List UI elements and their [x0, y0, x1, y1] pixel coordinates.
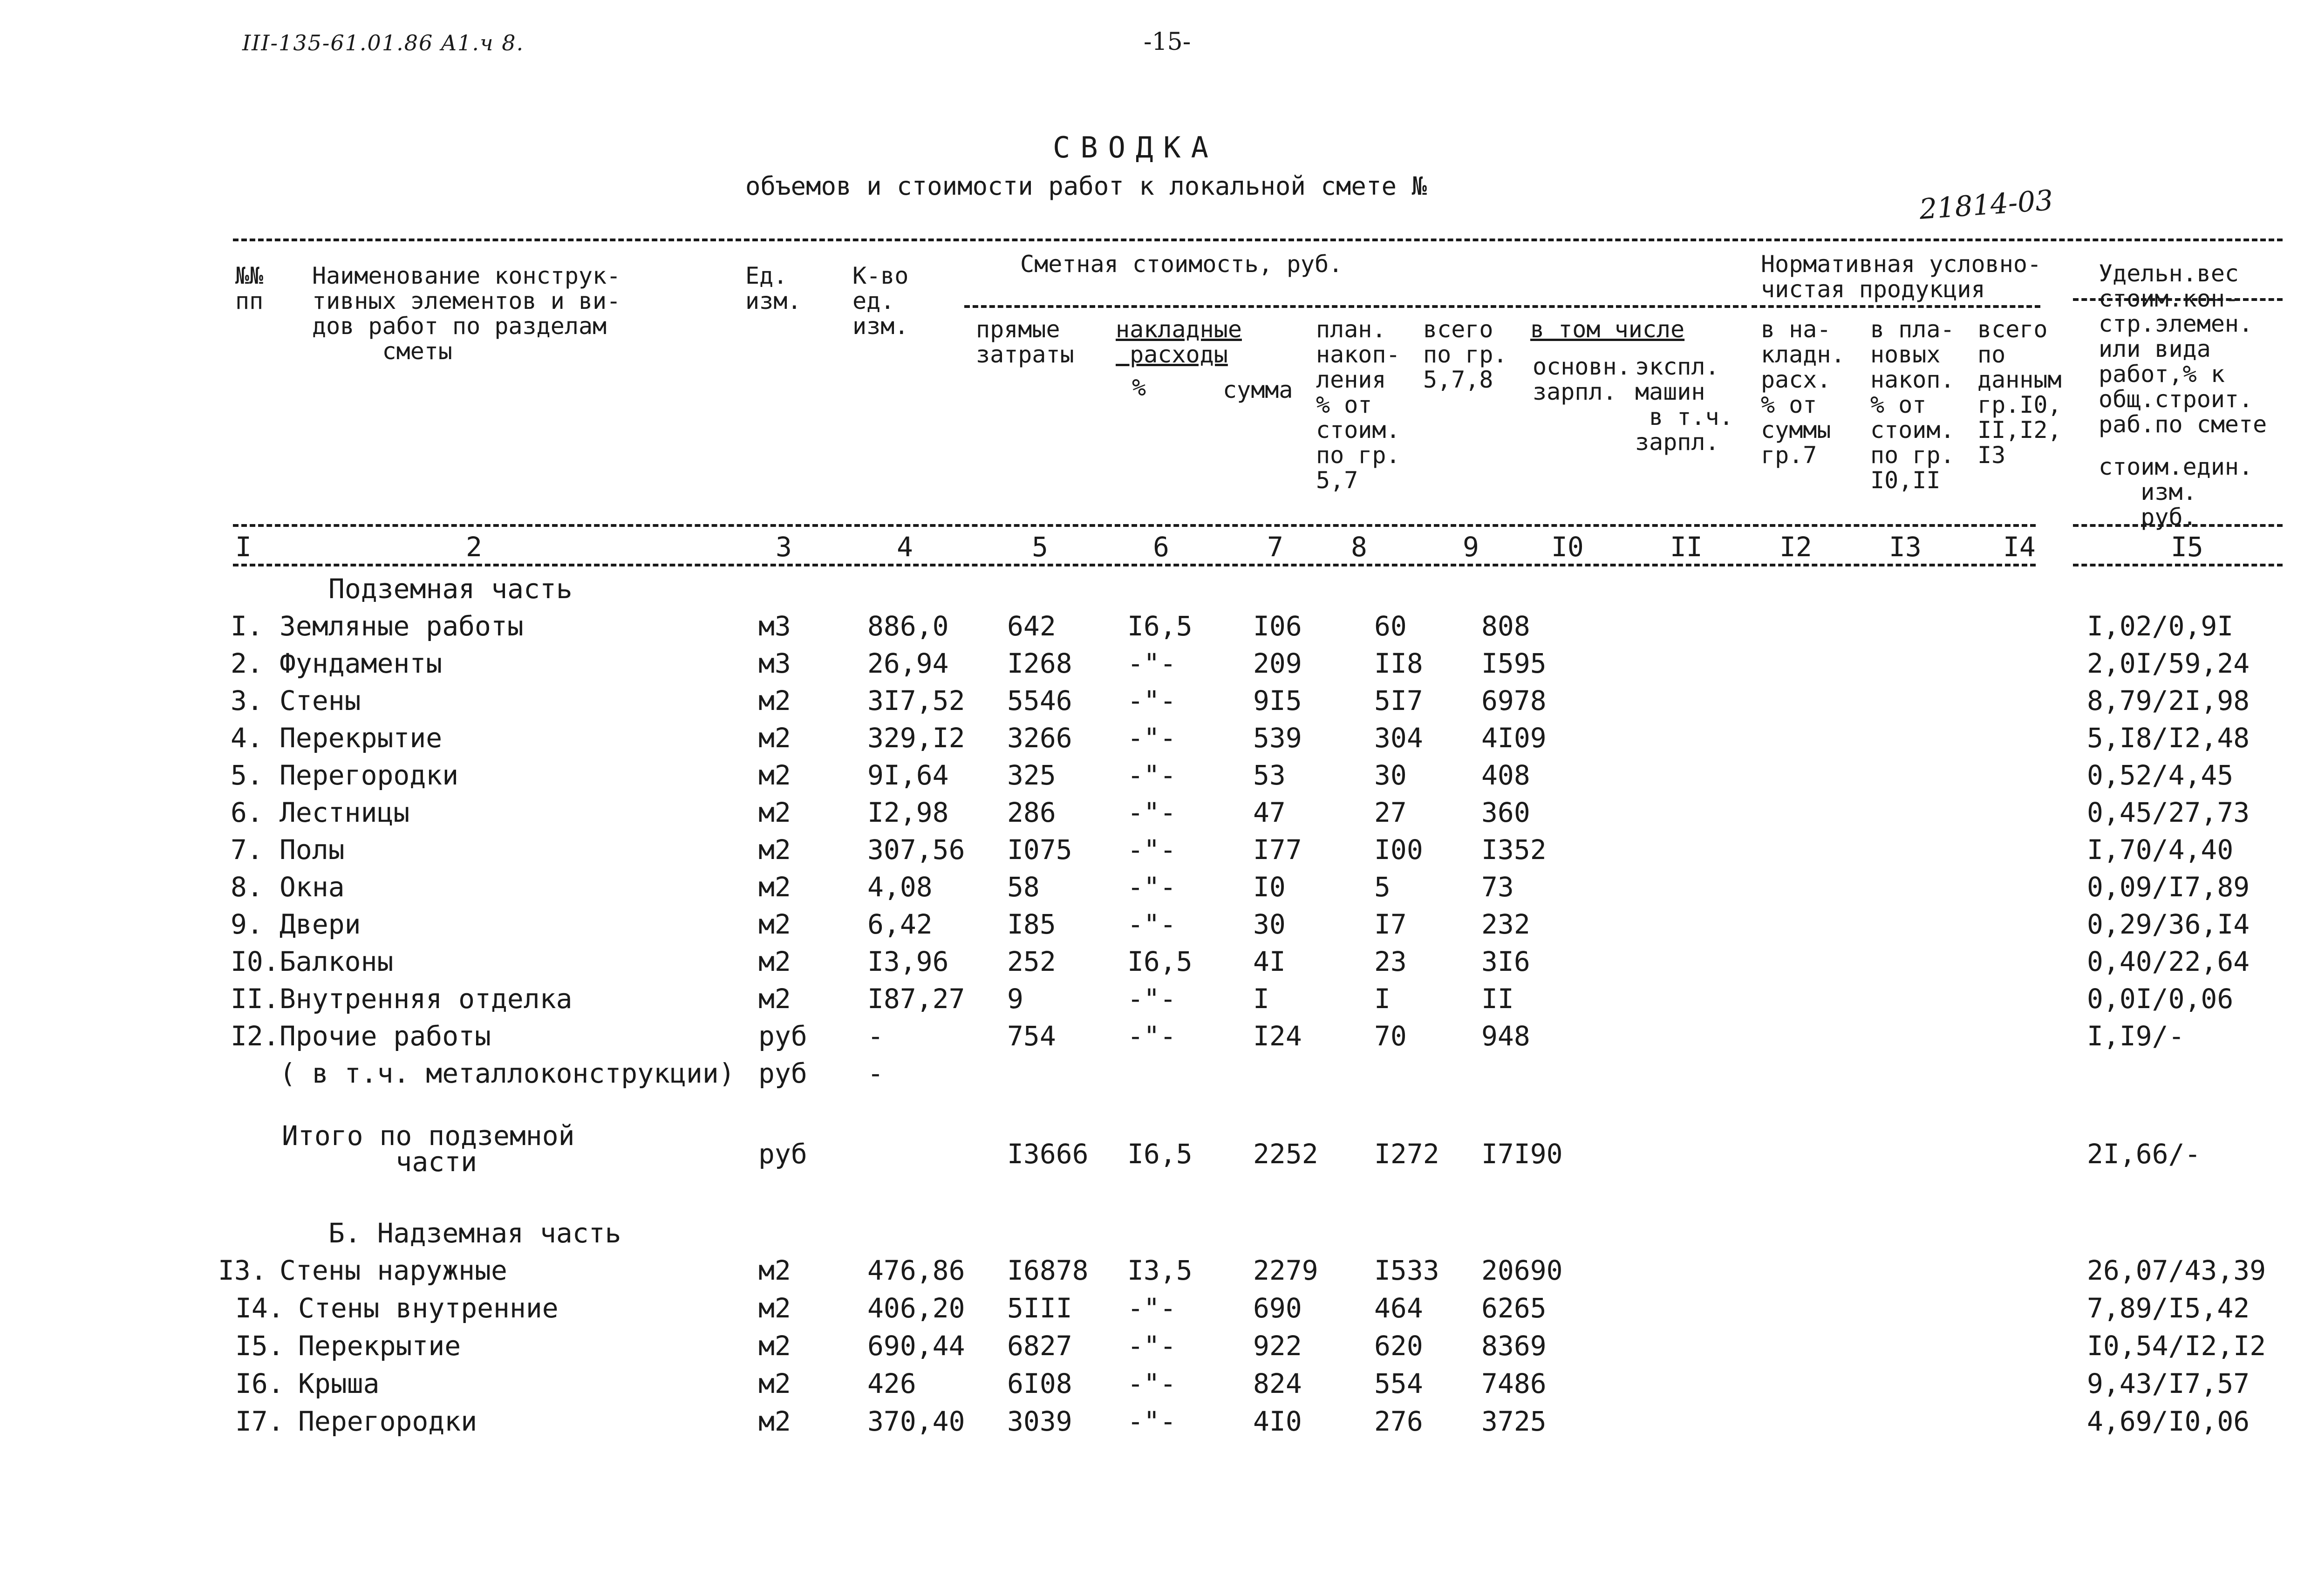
document-title: СВОДКА — [1053, 130, 1219, 164]
row-unit: м2 — [758, 834, 791, 866]
row-number: 5. — [231, 759, 263, 791]
row-name: Перегородки — [280, 759, 459, 791]
table-top-rule — [233, 239, 2283, 241]
row-planned-savings: 304 — [1374, 722, 1423, 754]
row-unit: м2 — [758, 722, 791, 754]
column-number: I3 — [1889, 531, 1922, 563]
row-unit: м2 — [758, 1405, 791, 1437]
row-overhead-pct: I6,5 — [1127, 946, 1193, 977]
subtotal-direct: I3666 — [1007, 1138, 1089, 1170]
table-row — [0, 610, 2311, 648]
header-col-overhead-sum: сумма — [1223, 376, 1293, 403]
row-name: Внутренняя отделка — [280, 983, 573, 1015]
row-total: 408 — [1481, 759, 1530, 791]
table-row — [0, 1292, 2311, 1330]
row-specific-weight: 26,07/43,39 — [2087, 1255, 2266, 1286]
column-number: 4 — [897, 531, 913, 563]
row-overhead-sum: 30 — [1253, 908, 1286, 940]
header-col-total-normative: всего по данным гр.I0, II,I2, I3 — [1977, 316, 2062, 469]
colnum-bottom-rule — [233, 564, 2036, 566]
row-planned-savings: II8 — [1374, 648, 1423, 679]
row-unit: м2 — [758, 1330, 791, 1362]
header-including: в том числе — [1530, 316, 1685, 343]
row-quantity: 4,08 — [867, 871, 933, 903]
row-overhead-pct: -"- — [1127, 871, 1176, 903]
row-direct-costs: 754 — [1007, 1020, 1056, 1052]
row-number: II. — [231, 983, 280, 1015]
row-unit: м2 — [758, 685, 791, 716]
header-col-direct-costs: прямые затраты — [976, 316, 1074, 368]
header-col-base-salary: основн. зарпл. — [1533, 353, 1631, 405]
row-specific-weight: 8,79/2I,98 — [2087, 685, 2250, 716]
row-overhead-pct: -"- — [1127, 834, 1176, 866]
row-overhead-pct: -"- — [1127, 685, 1176, 716]
row-overhead-pct: I6,5 — [1127, 610, 1193, 642]
subtotal-total: I7I90 — [1481, 1138, 1563, 1170]
header-col-quantity: К-во ед. изм. — [852, 262, 909, 340]
row-total: 20690 — [1481, 1255, 1563, 1286]
row-unit: руб — [758, 1057, 807, 1089]
table-row — [0, 946, 2311, 983]
column-number: I0 — [1551, 531, 1584, 563]
row-total: 6265 — [1481, 1292, 1547, 1324]
row-name: Крыша — [298, 1368, 380, 1399]
row-specific-weight: 0,09/I7,89 — [2087, 871, 2250, 903]
subtotal-unit: руб — [758, 1138, 807, 1170]
row-quantity: 886,0 — [867, 610, 949, 642]
row-unit: м2 — [758, 983, 791, 1015]
row-total: 6978 — [1481, 685, 1547, 716]
column-number: II — [1670, 531, 1703, 563]
row-planned-savings: 554 — [1374, 1368, 1423, 1399]
row-number: 3. — [231, 685, 263, 716]
column-number: I5 — [2171, 531, 2203, 563]
row-overhead-pct: -"- — [1127, 1292, 1176, 1324]
row-overhead-pct: -"- — [1127, 908, 1176, 940]
row-name: Перекрытие — [280, 722, 443, 754]
row-overhead-pct: -"- — [1127, 983, 1176, 1015]
column-number: 3 — [776, 531, 792, 563]
row-overhead-sum: 4I0 — [1253, 1405, 1302, 1437]
row-total: 232 — [1481, 908, 1530, 940]
header-group-estimated-cost: Сметная стоимость, руб. — [1020, 251, 1343, 278]
row-quantity: 26,94 — [867, 648, 949, 679]
row-direct-costs: 6827 — [1007, 1330, 1072, 1362]
row-specific-weight: 0,52/4,45 — [2087, 759, 2234, 791]
column-number: 6 — [1153, 531, 1169, 563]
subtotal-label: Итого по подземной части — [282, 1120, 575, 1178]
row-specific-weight: 0,29/36,I4 — [2087, 908, 2250, 940]
row-planned-savings: 620 — [1374, 1330, 1423, 1362]
column-number: 2 — [466, 531, 482, 563]
row-quantity: 426 — [867, 1368, 916, 1399]
table-row — [0, 834, 2311, 871]
subtotal-share: 2I,66/- — [2087, 1138, 2201, 1170]
row-specific-weight: 2,0I/59,24 — [2087, 648, 2250, 679]
row-planned-savings: 27 — [1374, 797, 1407, 828]
row-unit: руб — [758, 1020, 807, 1052]
row-number: 2. — [231, 648, 263, 679]
row-name: Фундаменты — [280, 648, 443, 679]
header-col-name: Наименование конструк- тивных элементов и ви- дов работ по разделам сметы — [312, 262, 621, 365]
row-total: 73 — [1481, 871, 1514, 903]
row-overhead-pct: I3,5 — [1127, 1255, 1193, 1286]
row-number: I2. — [231, 1020, 280, 1052]
row-direct-costs: 325 — [1007, 759, 1056, 791]
row-overhead-sum: I24 — [1253, 1020, 1302, 1052]
colnum-bottom-rule-right — [2073, 564, 2283, 566]
section-underground-title: Подземная часть — [328, 573, 573, 605]
row-specific-weight: 5,I8/I2,48 — [2087, 722, 2250, 754]
row-total: 3I6 — [1481, 946, 1530, 977]
row-quantity: 690,44 — [867, 1330, 965, 1362]
row-number: I3. — [218, 1255, 267, 1286]
row-total: I352 — [1481, 834, 1547, 866]
row-direct-costs: 58 — [1007, 871, 1040, 903]
table-row — [0, 1255, 2311, 1292]
table-row — [0, 648, 2311, 685]
row-overhead-sum: I06 — [1253, 610, 1302, 642]
row-planned-savings: 5I7 — [1374, 685, 1423, 716]
table-row — [0, 685, 2311, 722]
table-row — [0, 759, 2311, 797]
row-name: Прочие работы — [280, 1020, 491, 1052]
row-overhead-pct: -"- — [1127, 797, 1176, 828]
row-planned-savings: 30 — [1374, 759, 1407, 791]
document-code: III-135-61.01.86 A1.ч 8. — [242, 30, 525, 55]
subtotal-plan: I272 — [1374, 1138, 1439, 1170]
row-direct-costs: 3266 — [1007, 722, 1072, 754]
row-name: Земляные работы — [280, 610, 524, 642]
row-direct-costs: I6878 — [1007, 1255, 1089, 1286]
row-unit: м2 — [758, 1368, 791, 1399]
row-quantity: - — [867, 1020, 884, 1052]
table-row — [0, 1057, 2311, 1095]
page-number: -15- — [1144, 28, 1191, 56]
header-col-machine-operation: экспл. машин в т.ч. зарпл. — [1635, 353, 1733, 456]
table-row — [0, 722, 2311, 759]
row-number: 8. — [231, 871, 263, 903]
row-specific-weight: I0,54/I2,I2 — [2087, 1330, 2266, 1362]
row-direct-costs: 252 — [1007, 946, 1056, 977]
header-group-normative-output: Нормативная условно- чистая продукция — [1761, 251, 2042, 303]
row-unit: м3 — [758, 648, 791, 679]
row-overhead-pct: -"- — [1127, 1020, 1176, 1052]
row-total: 948 — [1481, 1020, 1530, 1052]
row-name: Полы — [280, 834, 345, 866]
row-quantity: I3,96 — [867, 946, 949, 977]
row-quantity: 307,56 — [867, 834, 965, 866]
row-total: 360 — [1481, 797, 1530, 828]
header-col-unit-cost: стоим.един. изм. руб. — [2099, 453, 2253, 531]
handwritten-estimate-number: 21814-03 — [1918, 184, 2054, 226]
row-quantity: 6,42 — [867, 908, 933, 940]
row-overhead-sum: 2279 — [1253, 1255, 1318, 1286]
row-quantity: I87,27 — [867, 983, 965, 1015]
row-total: 808 — [1481, 610, 1530, 642]
row-unit: м2 — [758, 908, 791, 940]
row-overhead-sum: I — [1253, 983, 1269, 1015]
header-overhead: накладные расходы — [1116, 316, 1242, 368]
row-direct-costs: 6I08 — [1007, 1368, 1072, 1399]
column-number: 5 — [1032, 531, 1048, 563]
row-unit: м2 — [758, 797, 791, 828]
row-specific-weight: 0,45/27,73 — [2087, 797, 2250, 828]
row-specific-weight: 0,40/22,64 — [2087, 946, 2250, 977]
table-row — [0, 1405, 2311, 1443]
row-overhead-pct: -"- — [1127, 759, 1176, 791]
row-number: I4. — [235, 1292, 284, 1324]
row-total: 3725 — [1481, 1405, 1547, 1437]
row-number: 7. — [231, 834, 263, 866]
row-number: I0. — [231, 946, 280, 977]
table-row — [0, 1330, 2311, 1367]
row-planned-savings: I00 — [1374, 834, 1423, 866]
section-aboveground-title: Б. Надземная часть — [328, 1217, 621, 1249]
row-overhead-sum: I77 — [1253, 834, 1302, 866]
column-number: 8 — [1351, 531, 1367, 563]
header-bottom-rule — [233, 524, 2036, 527]
row-quantity: 370,40 — [867, 1405, 965, 1437]
row-total: 7486 — [1481, 1368, 1547, 1399]
header-col-number: №№ пп — [235, 262, 264, 314]
row-specific-weight: 9,43/I7,57 — [2087, 1368, 2250, 1399]
row-name: Лестницы — [280, 797, 410, 828]
row-name: Двери — [280, 908, 361, 940]
row-planned-savings: 5 — [1374, 871, 1391, 903]
row-specific-weight: 4,69/I0,06 — [2087, 1405, 2250, 1437]
row-quantity: 329,I2 — [867, 722, 965, 754]
row-name: Перегородки — [298, 1405, 477, 1437]
row-name: Перекрытие — [298, 1330, 461, 1362]
row-planned-savings: 60 — [1374, 610, 1407, 642]
header-col-total: всего по гр. 5,7,8 — [1423, 316, 1507, 393]
row-overhead-sum: 539 — [1253, 722, 1302, 754]
column-number: 9 — [1463, 531, 1479, 563]
row-quantity: 476,86 — [867, 1255, 965, 1286]
header-col-in-planned-savings: в пла- новых накоп. % от стоим. по гр. I0,II — [1870, 316, 1955, 494]
row-name: Стены внутренние — [298, 1292, 559, 1324]
row-unit: м2 — [758, 1255, 791, 1286]
row-number: 4. — [231, 722, 263, 754]
row-direct-costs: I075 — [1007, 834, 1072, 866]
table-row — [0, 871, 2311, 908]
row-overhead-pct: -"- — [1127, 722, 1176, 754]
row-overhead-sum: 922 — [1253, 1330, 1302, 1362]
row-unit: м2 — [758, 1292, 791, 1324]
row-specific-weight: I,I9/- — [2087, 1020, 2185, 1052]
row-quantity: 9I,64 — [867, 759, 949, 791]
row-planned-savings: 464 — [1374, 1292, 1423, 1324]
row-planned-savings: I533 — [1374, 1255, 1439, 1286]
row-planned-savings: 276 — [1374, 1405, 1423, 1437]
column-number: I4 — [2003, 531, 2036, 563]
row-direct-costs: I85 — [1007, 908, 1056, 940]
subtotal-sum: 2252 — [1253, 1138, 1318, 1170]
row-direct-costs: 286 — [1007, 797, 1056, 828]
header-col-in-overhead: в на- кладн. расх. % от суммы гр.7 — [1761, 316, 1845, 469]
row-planned-savings: I7 — [1374, 908, 1407, 940]
row-number: I5. — [235, 1330, 284, 1362]
row-specific-weight: I,02/0,9I — [2087, 610, 2234, 642]
column-number: 7 — [1267, 531, 1283, 563]
header-col-overhead-pct: % — [1132, 374, 1146, 401]
row-unit: м3 — [758, 610, 791, 642]
row-number: I. — [231, 610, 263, 642]
row-total: 8369 — [1481, 1330, 1547, 1362]
row-overhead-pct: -"- — [1127, 648, 1176, 679]
row-number: 9. — [231, 908, 263, 940]
row-quantity: 406,20 — [867, 1292, 965, 1324]
row-specific-weight: 0,0I/0,06 — [2087, 983, 2234, 1015]
row-name: ( в т.ч. металлоконструкции) — [280, 1057, 735, 1089]
row-total: 4I09 — [1481, 722, 1547, 754]
row-direct-costs: 5III — [1007, 1292, 1072, 1324]
row-overhead-pct: -"- — [1127, 1405, 1176, 1437]
row-overhead-pct: -"- — [1127, 1330, 1176, 1362]
subheader-rule-norm — [1752, 305, 2040, 308]
subheader-rule-cost — [964, 305, 1747, 308]
row-unit: м2 — [758, 946, 791, 977]
row-planned-savings: 23 — [1374, 946, 1407, 977]
column-number: I2 — [1779, 531, 1812, 563]
row-planned-savings: I — [1374, 983, 1391, 1015]
row-total: I595 — [1481, 648, 1547, 679]
row-name: Стены — [280, 685, 361, 716]
row-unit: м2 — [758, 759, 791, 791]
row-number: I6. — [235, 1368, 284, 1399]
row-planned-savings: 70 — [1374, 1020, 1407, 1052]
row-overhead-sum: 824 — [1253, 1368, 1302, 1399]
row-specific-weight: I,70/4,40 — [2087, 834, 2234, 866]
row-name: Окна — [280, 871, 345, 903]
row-overhead-sum: 690 — [1253, 1292, 1302, 1324]
row-overhead-sum: 9I5 — [1253, 685, 1302, 716]
header-col-planned-savings: план. накоп- ления % от стоим. по гр. 5,7 — [1316, 316, 1400, 494]
document-subtitle: объемов и стоимости работ к локальной смете № — [745, 171, 1427, 201]
row-specific-weight: 7,89/I5,42 — [2087, 1292, 2250, 1324]
column-number: I — [235, 531, 252, 563]
row-name: Балконы — [280, 946, 394, 977]
row-overhead-sum: 209 — [1253, 648, 1302, 679]
table-row — [0, 1368, 2311, 1405]
row-direct-costs: 642 — [1007, 610, 1056, 642]
row-total: II — [1481, 983, 1514, 1015]
row-overhead-sum: I0 — [1253, 871, 1286, 903]
row-quantity: 3I7,52 — [867, 685, 965, 716]
row-overhead-sum: 53 — [1253, 759, 1286, 791]
header-col-specific-weight: Удельн.вес стоим.кон- стр.элемен. или вида работ,% к общ.строит. раб.по смете — [2099, 260, 2267, 438]
row-overhead-sum: 4I — [1253, 946, 1286, 977]
row-direct-costs: I268 — [1007, 648, 1072, 679]
row-direct-costs: 5546 — [1007, 685, 1072, 716]
row-number: I7. — [235, 1405, 284, 1437]
table-row — [0, 983, 2311, 1020]
row-direct-costs: 9 — [1007, 983, 1023, 1015]
row-direct-costs: 3039 — [1007, 1405, 1072, 1437]
row-name: Стены наружные — [280, 1255, 507, 1286]
table-row — [0, 1020, 2311, 1057]
row-overhead-sum: 47 — [1253, 797, 1286, 828]
header-col-unit: Ед. изм. — [745, 262, 802, 314]
table-row — [0, 908, 2311, 946]
row-number: 6. — [231, 797, 263, 828]
row-quantity: - — [867, 1057, 884, 1089]
table-row — [0, 797, 2311, 834]
row-unit: м2 — [758, 871, 791, 903]
row-quantity: I2,98 — [867, 797, 949, 828]
row-overhead-pct: -"- — [1127, 1368, 1176, 1399]
subtotal-pct: I6,5 — [1127, 1138, 1193, 1170]
